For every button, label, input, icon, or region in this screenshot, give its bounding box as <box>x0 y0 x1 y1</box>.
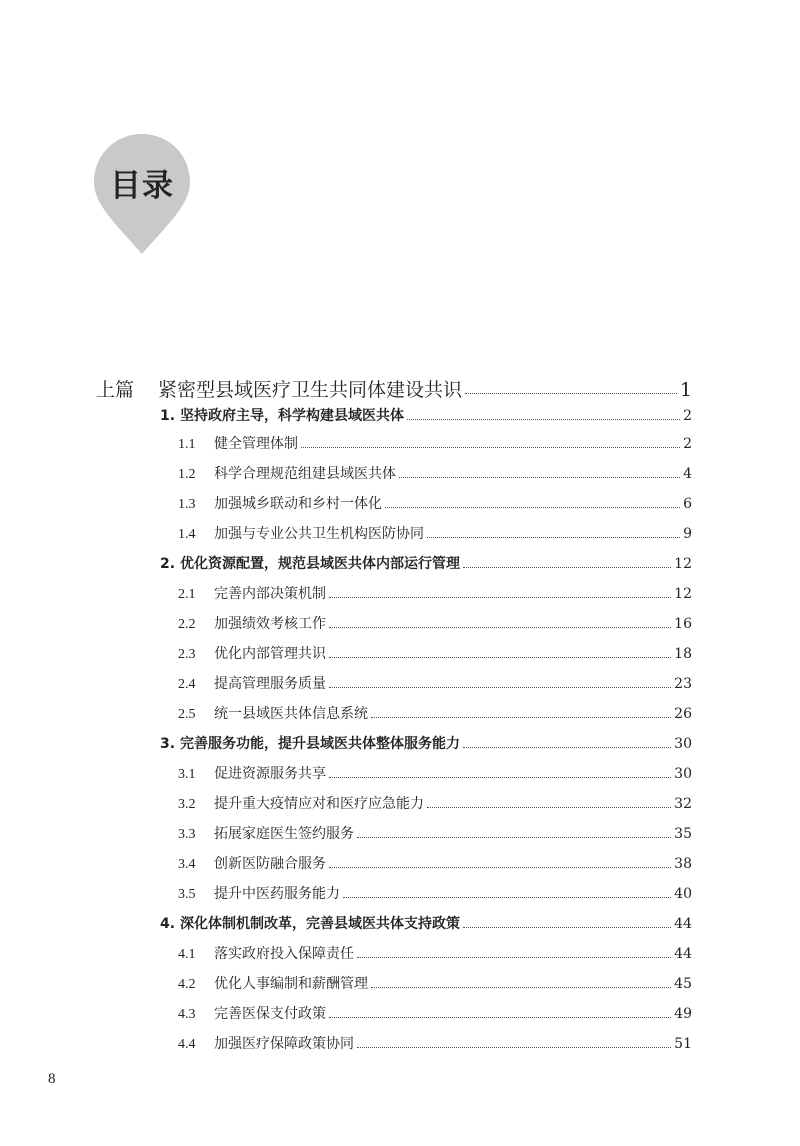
toc-entry-number: 4.1 <box>178 947 196 962</box>
toc-entry-sec[interactable] <box>178 1003 692 1023</box>
toc-entry-page: 23 <box>674 676 692 692</box>
dot-leader <box>329 1016 671 1018</box>
dot-leader <box>465 392 677 394</box>
toc-entry-page: 44 <box>674 946 692 962</box>
dot-leader <box>301 446 680 448</box>
dot-leader <box>329 596 671 598</box>
toc-entry-number: 1.4 <box>178 527 196 542</box>
toc-entry-number: 1.1 <box>178 437 196 452</box>
dot-leader <box>357 956 671 958</box>
toc-entry-sec[interactable] <box>178 763 692 783</box>
toc-entry-page: 18 <box>674 646 692 662</box>
toc-entry-sec[interactable] <box>178 643 692 663</box>
toc-entry-number: 1. <box>160 408 176 424</box>
dot-leader <box>427 536 680 538</box>
toc-entry-chap[interactable] <box>160 553 692 573</box>
toc-entry-title: 促进资源服务共享 <box>214 766 326 782</box>
toc-entry-title: 优化人事编制和薪酬管理 <box>214 976 368 992</box>
toc-entry-chap[interactable] <box>160 405 692 425</box>
dot-leader <box>329 866 671 868</box>
toc-entry-number: 2.4 <box>178 677 196 692</box>
dot-leader <box>329 626 671 628</box>
toc-entry-title: 优化资源配置，规范县域医共体内部运行管理 <box>180 556 460 572</box>
toc-entry-sec[interactable] <box>178 853 692 873</box>
toc-entry-title: 科学合理规范组建县域医共体 <box>214 466 396 482</box>
toc-entry-page: 9 <box>683 526 692 542</box>
toc-entry-page: 40 <box>674 886 692 902</box>
toc-entry-title: 提高管理服务质量 <box>214 676 326 692</box>
toc-entry-title: 加强城乡联动和乡村一体化 <box>214 496 382 512</box>
toc-entry-title: 加强与专业公共卫生机构医防协同 <box>214 526 424 542</box>
toc-entry-number: 上篇 <box>96 379 135 401</box>
toc-entry-sec[interactable] <box>178 973 692 993</box>
toc-entry-title: 加强医疗保障政策协同 <box>214 1036 354 1052</box>
toc-entry-title: 拓展家庭医生签约服务 <box>214 826 354 842</box>
page-number: 8 <box>48 1071 56 1087</box>
toc-entry-number: 4. <box>160 916 176 932</box>
toc-entry-page: 51 <box>674 1036 692 1052</box>
toc-entry-number: 3.4 <box>178 857 196 872</box>
toc-entry-sec[interactable] <box>178 493 692 513</box>
toc-entry-page: 49 <box>674 1006 692 1022</box>
toc-entry-page: 4 <box>683 466 692 482</box>
toc-entry-title: 加强绩效考核工作 <box>214 616 326 632</box>
toc-entry-sec[interactable] <box>178 823 692 843</box>
toc-entry-title: 深化体制机制改革，完善县域医共体支持政策 <box>180 916 460 932</box>
toc-entry-page: 32 <box>674 796 692 812</box>
toc-entry-chap[interactable] <box>160 913 692 933</box>
toc-entry-number: 2.1 <box>178 587 196 602</box>
dot-leader <box>357 1046 671 1048</box>
toc-entry-number: 2.5 <box>178 707 196 722</box>
toc-entry-page: 2 <box>683 436 692 452</box>
toc-entry-page: 26 <box>674 706 692 722</box>
toc-entry-sec[interactable] <box>178 523 692 543</box>
toc-entry-sec[interactable] <box>178 433 692 453</box>
toc-entry-number: 3.5 <box>178 887 196 902</box>
toc-entry-number: 3.2 <box>178 797 196 812</box>
toc-entry-sec[interactable] <box>178 673 692 693</box>
toc-entry-title: 优化内部管理共识 <box>214 646 326 662</box>
toc-entry-page: 30 <box>674 766 692 782</box>
toc-entry-title: 提升中医药服务能力 <box>214 886 340 902</box>
toc-entry-page: 12 <box>674 556 692 572</box>
toc-entry-title: 统一县域医共体信息系统 <box>214 706 368 722</box>
toc-entry-title: 健全管理体制 <box>214 436 298 452</box>
dot-leader <box>463 926 671 928</box>
toc-entry-sec[interactable] <box>178 883 692 903</box>
dot-leader <box>329 686 671 688</box>
toc-entry-title: 完善内部决策机制 <box>214 586 326 602</box>
toc-entry-chap[interactable] <box>160 733 692 753</box>
dot-leader <box>371 716 671 718</box>
toc-entry-title: 紧密型县域医疗卫生共同体建设共识 <box>158 379 463 401</box>
toc-entry-title: 坚持政府主导，科学构建县域医共体 <box>180 408 404 424</box>
toc-entry-page: 44 <box>674 916 692 932</box>
toc-entry-sec[interactable] <box>178 1033 692 1053</box>
toc-entry-title: 完善服务功能，提升县域医共体整体服务能力 <box>180 736 460 752</box>
toc-entry-sec[interactable] <box>178 943 692 963</box>
toc-entry-number: 2.2 <box>178 617 196 632</box>
toc-entry-sec[interactable] <box>178 613 692 633</box>
toc-entry-page: 16 <box>674 616 692 632</box>
dot-leader <box>357 836 671 838</box>
toc-entry-page: 38 <box>674 856 692 872</box>
dot-leader <box>385 506 680 508</box>
toc-entry-number: 2. <box>160 556 176 572</box>
toc-entry-title: 创新医防融合服务 <box>214 856 326 872</box>
toc-entry-page: 2 <box>683 408 692 424</box>
toc-entry-number: 4.3 <box>178 1007 196 1022</box>
toc-entry-number: 1.3 <box>178 497 196 512</box>
dot-leader <box>399 476 680 478</box>
toc-entry-number: 2.3 <box>178 647 196 662</box>
toc-entry-part[interactable] <box>96 375 692 402</box>
dot-leader <box>329 656 671 658</box>
dot-leader <box>407 418 680 420</box>
toc-entry-title: 完善医保支付政策 <box>214 1006 326 1022</box>
toc-entry-page: 1 <box>679 379 692 401</box>
toc-entry-sec[interactable] <box>178 583 692 603</box>
toc-entry-sec[interactable] <box>178 703 692 723</box>
toc-entry-number: 1.2 <box>178 467 196 482</box>
toc-entry-sec[interactable] <box>178 463 692 483</box>
toc-entry-page: 6 <box>683 496 692 512</box>
toc-entry-number: 4.2 <box>178 977 196 992</box>
page-title: 目录 <box>110 168 174 204</box>
dot-leader <box>463 566 671 568</box>
toc-entry-title: 提升重大疫情应对和医疗应急能力 <box>214 796 424 812</box>
dot-leader <box>427 806 671 808</box>
toc-entry-page: 12 <box>674 586 692 602</box>
dot-leader <box>329 776 671 778</box>
toc-entry-number: 4.4 <box>178 1037 196 1052</box>
dot-leader <box>371 986 671 988</box>
toc-entry-number: 3.1 <box>178 767 196 782</box>
toc-entry-page: 30 <box>674 736 692 752</box>
toc-entry-page: 45 <box>674 976 692 992</box>
dot-leader <box>463 746 671 748</box>
toc-entry-number: 3.3 <box>178 827 196 842</box>
dot-leader <box>343 896 671 898</box>
toc-entry-sec[interactable] <box>178 793 692 813</box>
toc-entry-number: 3. <box>160 736 176 752</box>
toc-entry-title: 落实政府投入保障责任 <box>214 946 354 962</box>
toc-entry-page: 35 <box>674 826 692 842</box>
